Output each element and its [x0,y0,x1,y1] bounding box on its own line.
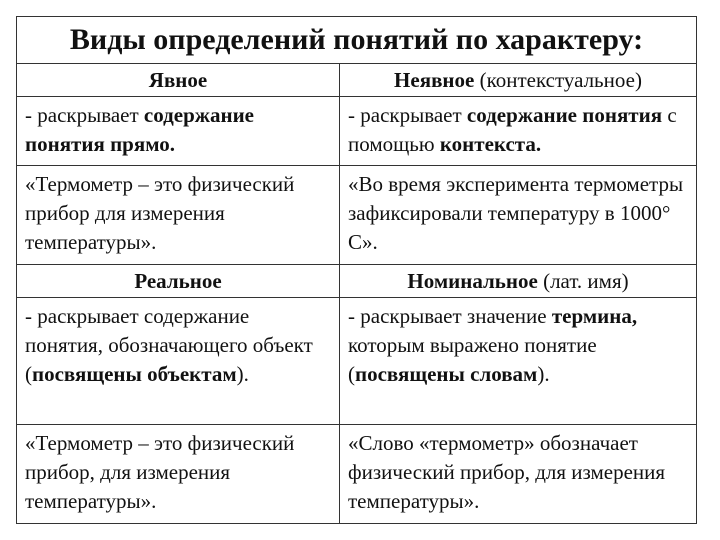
implicit-description [340,97,697,166]
bold-text-segment: контекста. [439,132,542,156]
text-segment: - раскрывает [348,103,467,127]
real-description [17,298,340,425]
nominal-header-bold: Номинальное [407,268,538,293]
bold-text-segment: посвящены словам [355,362,538,386]
text-segment: ). [236,362,249,386]
text-segment: которым выражено понятие ( [348,333,597,386]
implicit-header-bold: Неявное [394,67,475,92]
text-segment: - раскрывает [25,103,144,127]
implicit-example: «Во время эксперимента термометры зафиксировали температуру в 1000° С». [340,166,697,265]
bold-text-segment: содержание понятия [466,103,663,127]
bold-text-segment: посвящены объектам [32,362,237,386]
text-segment: - раскрывает содержание понятия, обозначающего объект ( [25,304,313,386]
text-segment: с помощью [348,103,677,156]
real-header: Реальное [17,265,340,298]
bold-text-segment: термина, [551,304,638,328]
implicit-header [340,64,697,97]
nominal-header [340,265,697,298]
text-segment: - раскрывает значение [348,304,552,328]
implicit-header-rest: (контекстуальное) [474,67,642,92]
nominal-example: «Слово «термометр» обозначает физический прибор, для измерения температуры». [340,425,697,524]
definitions-table [16,16,697,524]
text-segment: ). [537,362,550,386]
explicit-description [17,97,340,166]
nominal-description [340,298,697,425]
bold-text-segment: содержание понятия прямо. [25,103,254,156]
nominal-header-rest: (лат. имя) [537,268,629,293]
real-example: «Термометр – это физический прибор, для измерения температуры». [17,425,340,524]
table-title: Виды определений понятий по характеру: [17,17,697,64]
explicit-example: «Термометр – это физический прибор для измерения температуры». [17,166,340,265]
explicit-header: Явное [17,64,340,97]
